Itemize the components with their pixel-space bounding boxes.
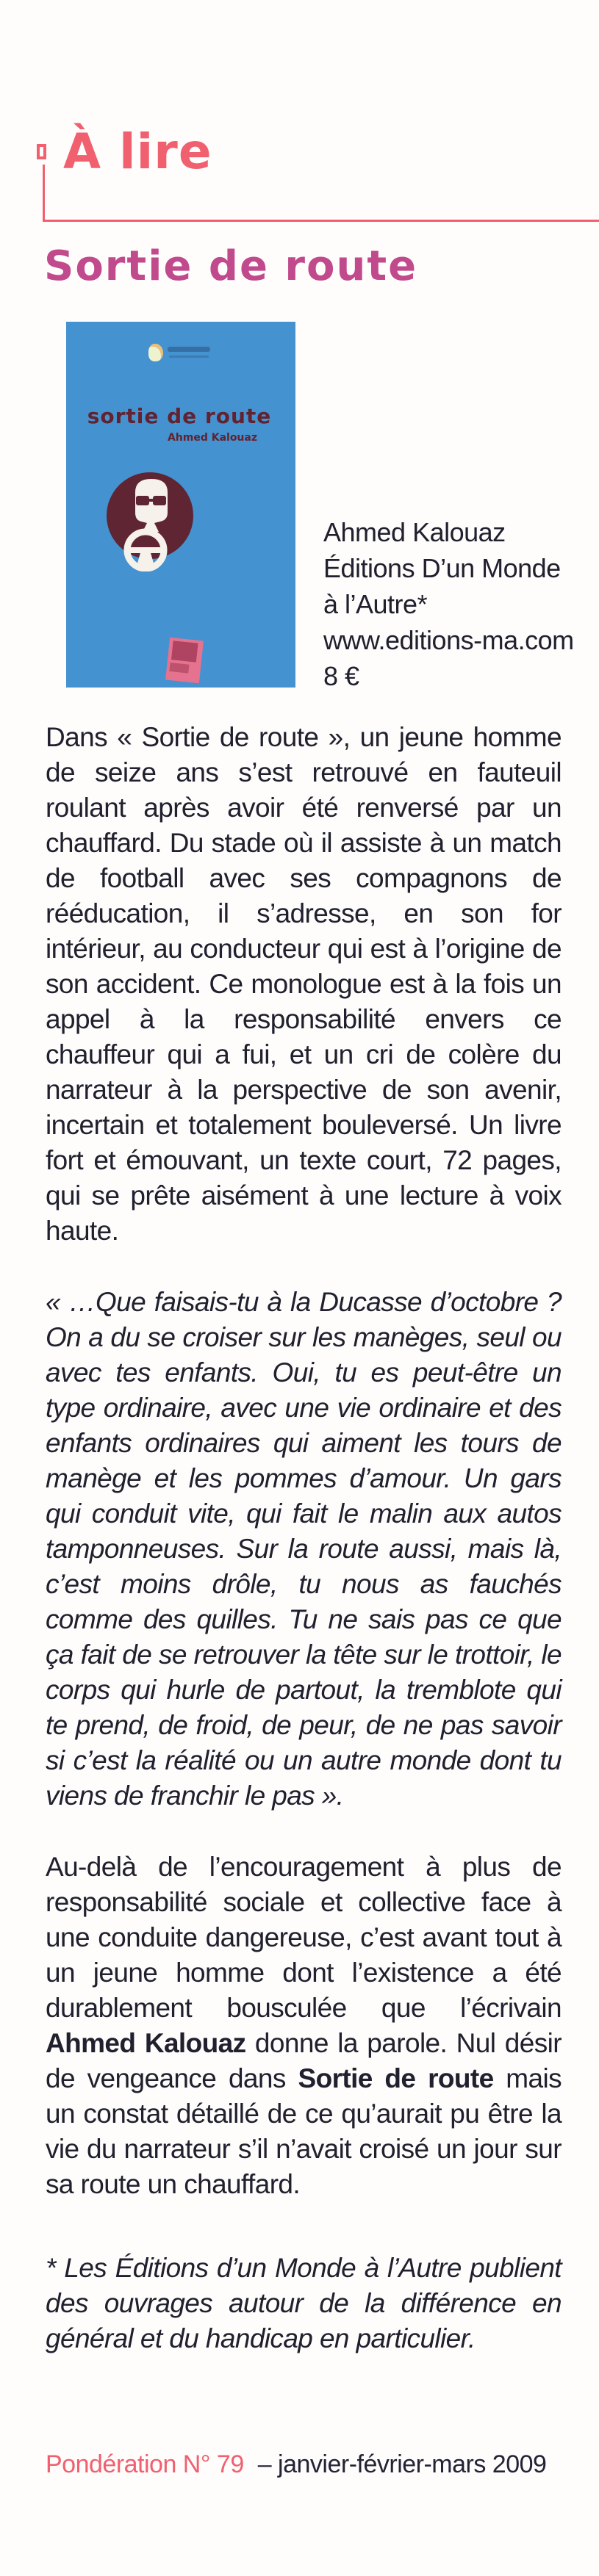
- issue-date: – janvier-février-mars 2009: [257, 2450, 547, 2478]
- text-segment: mais un constat détaillé de ce qu’aurait pu être la vie du narrateur s’il n’avait croisé un jour sur sa route un chauffard.: [46, 2063, 562, 2199]
- article-title: Sortie de route: [44, 242, 418, 290]
- page-footer: [46, 2450, 546, 2479]
- review-paragraph-2: [46, 1850, 562, 2202]
- glasses-right-lens-icon: [153, 496, 166, 505]
- cover-author: Ahmed Kalouaz: [167, 432, 257, 444]
- cover-title: sortie de route: [87, 404, 272, 428]
- glasses-bridge: [148, 499, 154, 502]
- book-price: 8 €: [323, 661, 359, 691]
- author-name-bold: Ahmed Kalouaz: [46, 2028, 246, 2058]
- publisher-line-2: à l’Autre*: [323, 589, 428, 619]
- book-title-bold: Sortie de route: [298, 2063, 494, 2093]
- section-rule: [43, 165, 599, 222]
- publisher-line-1: Éditions D’un Monde: [323, 553, 561, 583]
- glasses-left-lens-icon: [136, 496, 149, 505]
- journal-name: Pondération N° 79: [46, 2450, 244, 2478]
- book-cover: [66, 322, 295, 688]
- section-bullet-icon: [37, 144, 46, 159]
- text-segment: Au-delà de l’encouragement à plus de responsabilité sociale et collective face à une conduite dangereuse, c’est avant tout à un jeune homme dont l’existence a été durablement bousculée que l’écrivain: [46, 1852, 562, 2023]
- text-segment: donne la parole. Nul désir de vengeance dans: [46, 2028, 562, 2093]
- review-quote: « …Que faisais-tu à la Ducasse d’octobre ? On a du se croiser sur les manèges, seul ou avec tes enfants. Oui, tu es peut-être un type ordinaire, avec une vie ordinaire et des enfants ordinaires qui aiment les tours de manège et les pommes d’amour. Un gars qui conduit vite, qui fait le malin aux autos tamponneuses. Sur la route aussi, mais là, c’est moins drôle, tu nous as fauchés comme des quilles. Tu ne sais pas ce que ça fait de se retrouver la tête sur le trottoir, le corps qui hurle de partout, la tremblote qui te prend, de froid, de peur, de ne pas savoir si c’est la réalité ou un autre monde dont tu viens de franchir le pas ».: [46, 1287, 562, 1811]
- logo-text-smudge: [168, 347, 210, 352]
- price-stamp-icon: [165, 638, 204, 683]
- logo-blob-icon: [148, 344, 163, 361]
- review-body: [46, 720, 562, 2392]
- section-header: À lire: [63, 123, 212, 180]
- driver-face-illustration: [103, 469, 200, 571]
- book-info: [323, 514, 574, 694]
- book-author: Ahmed Kalouaz: [323, 517, 506, 547]
- publisher-website: www.editions-ma.com: [323, 625, 574, 655]
- review-footnote: * Les Éditions d’un Monde à l’Autre publient des ouvrages autour de la différence en général et du handicap en particulier.: [46, 2253, 562, 2353]
- publisher-logo-icon: [148, 341, 215, 367]
- review-paragraph-1: Dans « Sortie de route », un jeune homme de seize ans s’est retrouvé en fauteuil roulant après avoir été renversé par un chauffard. Du stade où il assiste à un match de football avec ses compagnons de rééducation, il s’adresse, en son for intérieur, au conducteur qui est à l’origine de son accident. Ce monologue est à la fois un appel à la responsabilité envers ce chauffeur qui a fui, et un cri de colère du narrateur à la perspective de son avenir, incertain et totalement bouleversé. Un livre fort et émouvant, un texte court, 72 pages, qui se prête aisément à une lecture à voix haute.: [46, 722, 562, 1246]
